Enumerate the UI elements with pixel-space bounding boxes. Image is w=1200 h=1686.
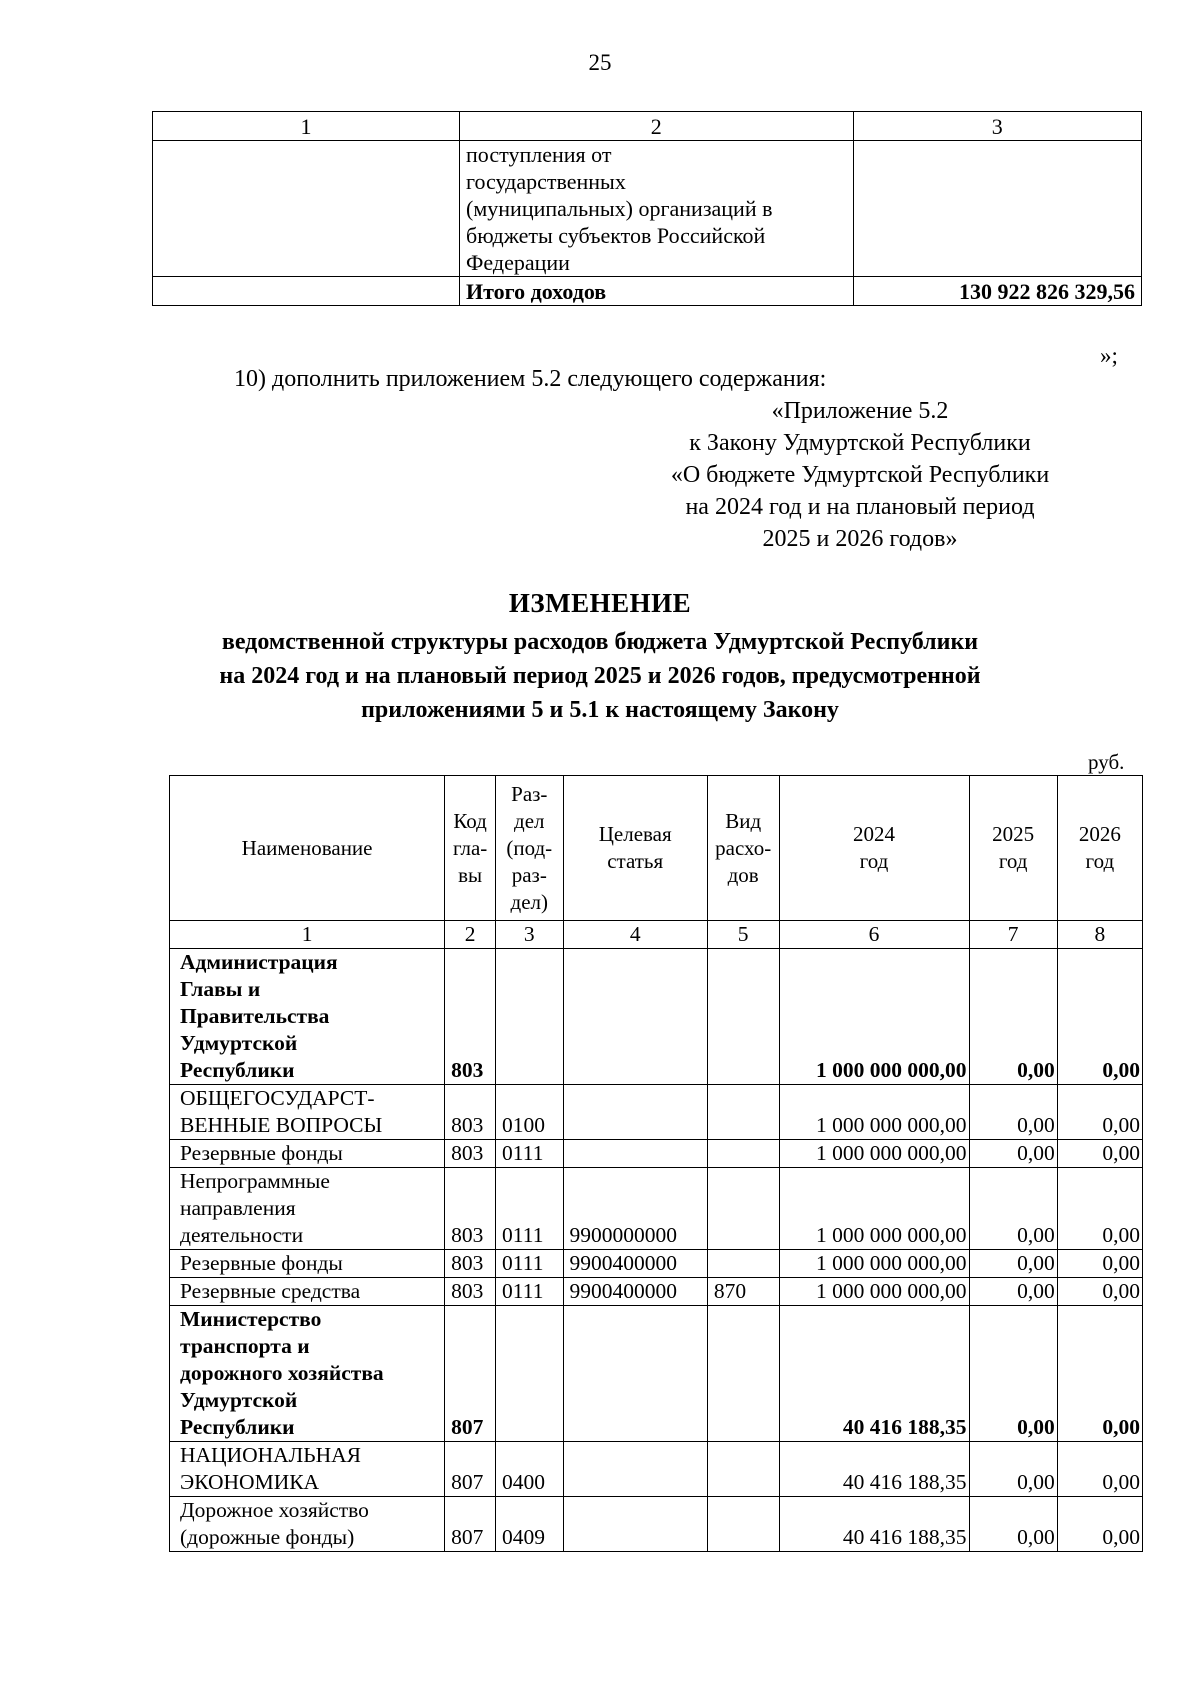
section-cell: 0409	[496, 1497, 563, 1552]
header-line: расхо-	[715, 835, 772, 860]
total-label: Итого доходов	[460, 277, 853, 306]
item-name-line: дорожного хозяйства	[180, 1361, 384, 1385]
item-name-line: Резервные фонды	[180, 1141, 343, 1165]
empty-cell	[853, 141, 1141, 277]
header-line: дел)	[510, 889, 549, 914]
item-name-line: направления	[180, 1196, 296, 1220]
amount-2025-cell: 0,00	[969, 1278, 1057, 1306]
code-cell: 803	[445, 949, 496, 1085]
item-name-cell	[170, 1497, 445, 1552]
column-numbers-row	[170, 921, 1143, 949]
item-name-line: Республики	[180, 1415, 295, 1439]
header-line: гла-	[452, 835, 488, 860]
text-line: Федерации	[466, 250, 570, 275]
item-name-line: ВЕННЫЕ ВОПРОСЫ	[180, 1113, 383, 1137]
item-name-line: Дорожное хозяйство	[180, 1498, 369, 1522]
item-name-line: Главы и	[180, 977, 261, 1001]
amount-2024-cell: 1 000 000 000,00	[779, 1140, 969, 1168]
item-name-line: Администрация	[180, 950, 338, 974]
amount-2024-cell: 1 000 000 000,00	[779, 949, 969, 1085]
amount-2025-cell: 0,00	[969, 1085, 1057, 1140]
kind-cell	[707, 1140, 779, 1168]
table-row	[170, 949, 1143, 1085]
column-number: 2	[460, 112, 853, 141]
target-cell	[563, 1497, 707, 1552]
amount-2026-cell: 0,00	[1057, 1497, 1142, 1552]
amount-2024-cell: 40 416 188,35	[779, 1497, 969, 1552]
column-number: 6	[779, 921, 969, 949]
kind-cell	[707, 949, 779, 1085]
income-description	[460, 141, 853, 277]
header-2026	[1057, 776, 1142, 921]
target-cell: 9900400000	[563, 1278, 707, 1306]
appendix-line: на 2024 год и на плановый период	[685, 494, 1035, 520]
amount-2024-cell: 40 416 188,35	[779, 1306, 969, 1442]
table-row	[170, 1250, 1143, 1278]
code-cell: 807	[445, 1497, 496, 1552]
empty-cell	[153, 141, 460, 277]
item-name-line: НАЦИОНАЛЬНАЯ	[180, 1443, 362, 1467]
appendix-header	[580, 395, 1140, 555]
item-name-cell	[170, 949, 445, 1085]
total-row	[153, 277, 1142, 306]
target-cell: 9900400000	[563, 1250, 707, 1278]
table-body	[170, 949, 1143, 1552]
item-name-line: ЭКОНОМИКА	[180, 1470, 320, 1494]
target-cell	[563, 1140, 707, 1168]
column-number: 4	[563, 921, 707, 949]
amount-2025-cell: 0,00	[969, 1497, 1057, 1552]
column-number: 3	[853, 112, 1141, 141]
amount-2026-cell: 0,00	[1057, 1140, 1142, 1168]
item-name-line: деятельности	[180, 1223, 304, 1247]
code-cell: 803	[445, 1140, 496, 1168]
amount-2024-cell: 1 000 000 000,00	[779, 1278, 969, 1306]
section-cell: 0111	[496, 1250, 563, 1278]
column-number: 1	[170, 921, 445, 949]
table-header-row	[170, 776, 1143, 921]
header-2025	[969, 776, 1057, 921]
item-name-cell	[170, 1085, 445, 1140]
amount-2024-cell: 40 416 188,35	[779, 1442, 969, 1497]
item-name-line: транспорта и	[180, 1334, 310, 1358]
code-cell: 803	[445, 1278, 496, 1306]
closing-quote: »;	[1100, 343, 1118, 368]
item-name-line: Резервные фонды	[180, 1251, 343, 1275]
section-cell	[496, 1306, 563, 1442]
code-cell: 803	[445, 1250, 496, 1278]
table-header-row	[153, 112, 1142, 141]
target-cell	[563, 1306, 707, 1442]
header-name: Наименование	[170, 776, 445, 921]
section-cell: 0111	[496, 1140, 563, 1168]
empty-cell	[153, 277, 460, 306]
section-cell: 0400	[496, 1442, 563, 1497]
kind-cell	[707, 1497, 779, 1552]
header-line: 2025	[992, 822, 1035, 846]
item-name-line: Правительства	[180, 1004, 330, 1028]
amount-2025-cell: 0,00	[969, 949, 1057, 1085]
header-section	[496, 776, 563, 921]
item-name-line: (дорожные фонды)	[180, 1525, 355, 1549]
code-cell: 807	[445, 1442, 496, 1497]
code-cell: 803	[445, 1085, 496, 1140]
header-target	[563, 776, 707, 921]
item-name-line: Республики	[180, 1058, 295, 1082]
table-row	[170, 1442, 1143, 1497]
header-code	[445, 776, 496, 921]
amount-2026-cell: 0,00	[1057, 1085, 1142, 1140]
amount-2024-cell: 1 000 000 000,00	[779, 1085, 969, 1140]
header-line: год	[859, 849, 889, 873]
kind-cell	[707, 1250, 779, 1278]
kind-cell	[707, 1442, 779, 1497]
amount-2024-cell: 1 000 000 000,00	[779, 1250, 969, 1278]
text-line: поступления от	[466, 142, 612, 167]
item-name-line: Удмуртской	[180, 1388, 298, 1412]
page-number: 25	[588, 50, 612, 75]
subtitle-line: на 2024 год и на плановый период 2025 и 2026 годов, предусмотренной	[219, 663, 981, 689]
text-line: (муниципальных) организаций в	[466, 196, 773, 221]
header-2024	[779, 776, 969, 921]
amount-2025-cell: 0,00	[969, 1306, 1057, 1442]
amendment-instruction: 10) дополнить приложением 5.2 следующего содержания:	[234, 366, 827, 392]
target-cell	[563, 1085, 707, 1140]
target-cell	[563, 1442, 707, 1497]
section-cell: 0111	[496, 1168, 563, 1250]
appendix-line: 2025 и 2026 годов»	[762, 526, 958, 552]
header-line: вы	[458, 862, 483, 887]
amount-2026-cell: 0,00	[1057, 1250, 1142, 1278]
column-number: 2	[445, 921, 496, 949]
text-line: бюджеты субъектов Российской	[466, 223, 766, 248]
text-line: государственных	[466, 169, 626, 194]
table-row	[170, 1306, 1143, 1442]
item-name-line: ОБЩЕГОСУДАРСТ-	[180, 1086, 375, 1110]
table-row	[170, 1168, 1143, 1250]
target-cell: 9900000000	[563, 1168, 707, 1250]
appendix-line: «О бюджете Удмуртской Республики	[670, 462, 1050, 488]
kind-cell	[707, 1168, 779, 1250]
amount-2025-cell: 0,00	[969, 1250, 1057, 1278]
header-line: раз-	[511, 862, 547, 887]
amount-2024-cell: 1 000 000 000,00	[779, 1168, 969, 1250]
amount-2026-cell: 0,00	[1057, 1278, 1142, 1306]
document-subtitle	[120, 625, 1080, 727]
kind-cell	[707, 1085, 779, 1140]
item-name-cell	[170, 1278, 445, 1306]
item-name-line: Министерство	[180, 1307, 322, 1331]
column-number: 1	[153, 112, 460, 141]
header-line: дел	[514, 808, 545, 833]
header-line: год	[998, 849, 1028, 873]
header-line: Код	[453, 808, 487, 833]
item-name-cell	[170, 1442, 445, 1497]
amount-2025-cell: 0,00	[969, 1140, 1057, 1168]
code-cell: 807	[445, 1306, 496, 1442]
subtitle-line: ведомственной структуры расходов бюджета Удмуртской Республики	[221, 629, 979, 655]
header-line: (под-	[506, 835, 553, 860]
section-cell: 0100	[496, 1085, 563, 1140]
kind-cell: 870	[707, 1278, 779, 1306]
header-line: статья	[607, 849, 664, 873]
item-name-cell	[170, 1250, 445, 1278]
code-cell: 803	[445, 1168, 496, 1250]
header-line: Вид	[725, 808, 762, 833]
amount-2026-cell: 0,00	[1057, 1442, 1142, 1497]
amount-2025-cell: 0,00	[969, 1168, 1057, 1250]
column-number: 3	[496, 921, 563, 949]
section-cell: 0111	[496, 1278, 563, 1306]
column-number: 7	[969, 921, 1057, 949]
appendix-line: к Закону Удмуртской Республики	[689, 430, 1031, 456]
table-row	[170, 1497, 1143, 1552]
table-row	[170, 1140, 1143, 1168]
target-cell	[563, 949, 707, 1085]
header-kind	[707, 776, 779, 921]
item-name-line: Непрограммные	[180, 1169, 330, 1193]
table-row	[170, 1278, 1143, 1306]
item-name-cell	[170, 1168, 445, 1250]
table-row	[153, 141, 1142, 277]
header-line: дов	[727, 862, 759, 887]
amount-2025-cell: 0,00	[969, 1442, 1057, 1497]
currency-units: руб.	[1088, 750, 1125, 774]
header-line: 2024	[853, 822, 895, 846]
section-cell	[496, 949, 563, 1085]
item-name-line: Резервные средства	[180, 1279, 361, 1303]
item-name-line: Удмуртской	[180, 1031, 298, 1055]
document-title: ИЗМЕНЕНИЕ	[508, 588, 692, 618]
kind-cell	[707, 1306, 779, 1442]
item-name-cell	[170, 1306, 445, 1442]
amount-2026-cell: 0,00	[1057, 1306, 1142, 1442]
column-number: 8	[1057, 921, 1142, 949]
appendix-line: «Приложение 5.2	[771, 398, 949, 424]
total-amount: 130 922 826 329,56	[853, 277, 1141, 306]
header-line: 2026	[1078, 822, 1121, 846]
expenditure-structure-table	[169, 775, 1143, 1552]
subtitle-line: приложениями 5 и 5.1 к настоящему Закону	[361, 697, 839, 723]
table-row	[170, 1085, 1143, 1140]
amount-2026-cell: 0,00	[1057, 949, 1142, 1085]
column-number: 5	[707, 921, 779, 949]
item-name-cell	[170, 1140, 445, 1168]
header-line: год	[1085, 849, 1115, 873]
income-table-continuation	[152, 111, 1142, 306]
amount-2026-cell: 0,00	[1057, 1168, 1142, 1250]
header-line: Целевая	[598, 822, 672, 846]
header-line: Раз-	[511, 781, 548, 806]
